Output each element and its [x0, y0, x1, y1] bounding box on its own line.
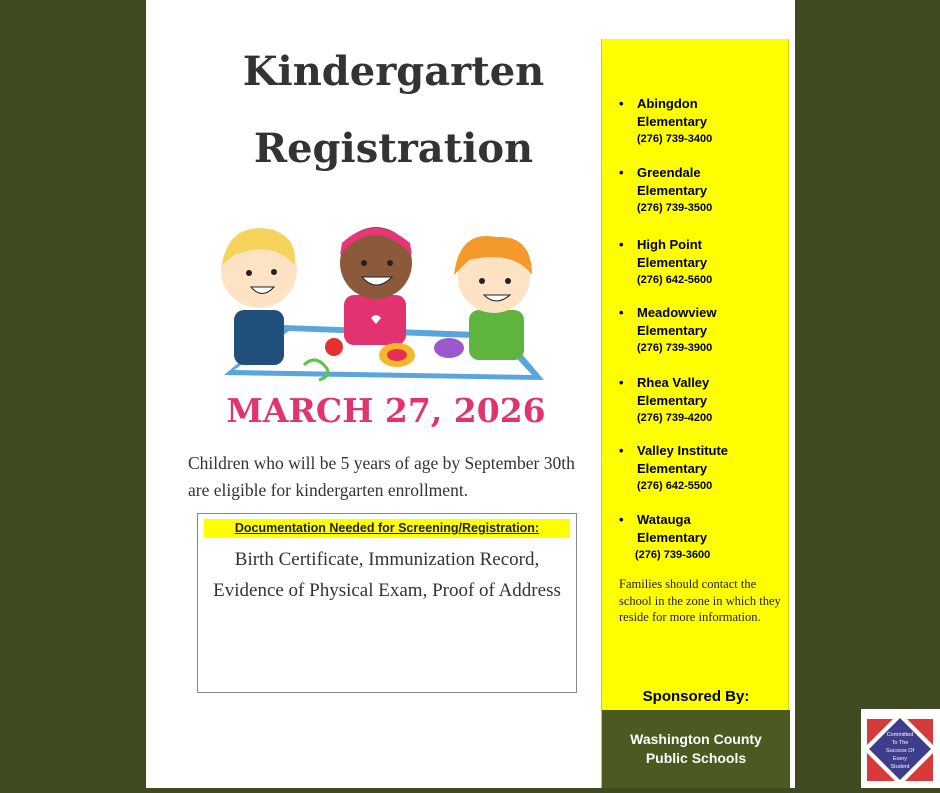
sponsor-line-1: Washington County: [630, 731, 762, 747]
district-logo: [861, 709, 940, 788]
svg-text:To The: To The: [891, 740, 909, 746]
school-name: Rhea Valley Elementary: [637, 375, 710, 408]
school-item: [602, 374, 790, 426]
school-item: [602, 304, 790, 356]
school-list: [602, 95, 790, 563]
svg-text:Success Of: Success Of: [885, 748, 915, 754]
bullet-icon: •: [619, 443, 624, 458]
event-date: MARCH 27, 2026: [226, 391, 546, 430]
school-phone: (276) 642-5600: [637, 274, 713, 286]
sponsor-line-2: Public Schools: [645, 750, 747, 766]
bullet-icon: •: [619, 512, 624, 527]
school-phone: (276) 739-4200: [637, 412, 713, 424]
sponsored-label: Sponsored By:: [642, 688, 750, 705]
title-line-2: Registration: [253, 125, 534, 172]
school-item: [602, 442, 790, 494]
school-phone: (276) 739-3900: [637, 342, 713, 354]
svg-text:Every: Every: [892, 756, 908, 762]
school-name: Abingdon Elementary: [637, 96, 708, 129]
school-sidebar: [601, 39, 789, 788]
bullet-icon: •: [619, 237, 624, 252]
school-name: High Point Elementary: [637, 237, 708, 270]
school-name: Watauga Elementary: [637, 512, 708, 545]
diamond-logo-icon: [861, 709, 940, 788]
svg-text:Committed: Committed: [886, 732, 914, 738]
bullet-icon: •: [619, 375, 624, 390]
title-line-1: Kindergarten: [242, 48, 545, 95]
families-note: Families should contact the school in the zone in which they reside for more information.: [619, 577, 781, 624]
svg-text:Student: Student: [890, 764, 910, 770]
eligibility-text: Children who will be 5 years of age by September 30th are eligible for kindergarten enrollment.: [188, 453, 575, 500]
school-name: Greendale Elementary: [637, 165, 708, 198]
school-phone: (276) 739-3500: [637, 202, 713, 214]
documentation-box: [197, 513, 577, 693]
school-item: [602, 511, 790, 563]
school-name: Valley Institute Elementary: [637, 443, 729, 476]
kids-drawing-illustration: [214, 215, 556, 387]
school-item: [602, 95, 790, 147]
school-name: Meadowview Elementary: [637, 305, 717, 338]
bullet-icon: •: [619, 305, 624, 320]
school-item: [602, 236, 790, 288]
school-phone: (276) 739-3400: [637, 133, 713, 145]
school-phone: (276) 739-3600: [635, 549, 711, 561]
documentation-list: Birth Certificate, Immunization Record, Evidence of Physical Exam, Proof of Address: [213, 549, 561, 601]
school-phone: (276) 642-5500: [637, 480, 713, 492]
bullet-icon: •: [619, 96, 624, 111]
bullet-icon: •: [619, 165, 624, 180]
sponsor-box: [602, 710, 790, 788]
documentation-header: Documentation Needed for Screening/Registration:: [204, 519, 570, 538]
school-item: [602, 164, 790, 216]
